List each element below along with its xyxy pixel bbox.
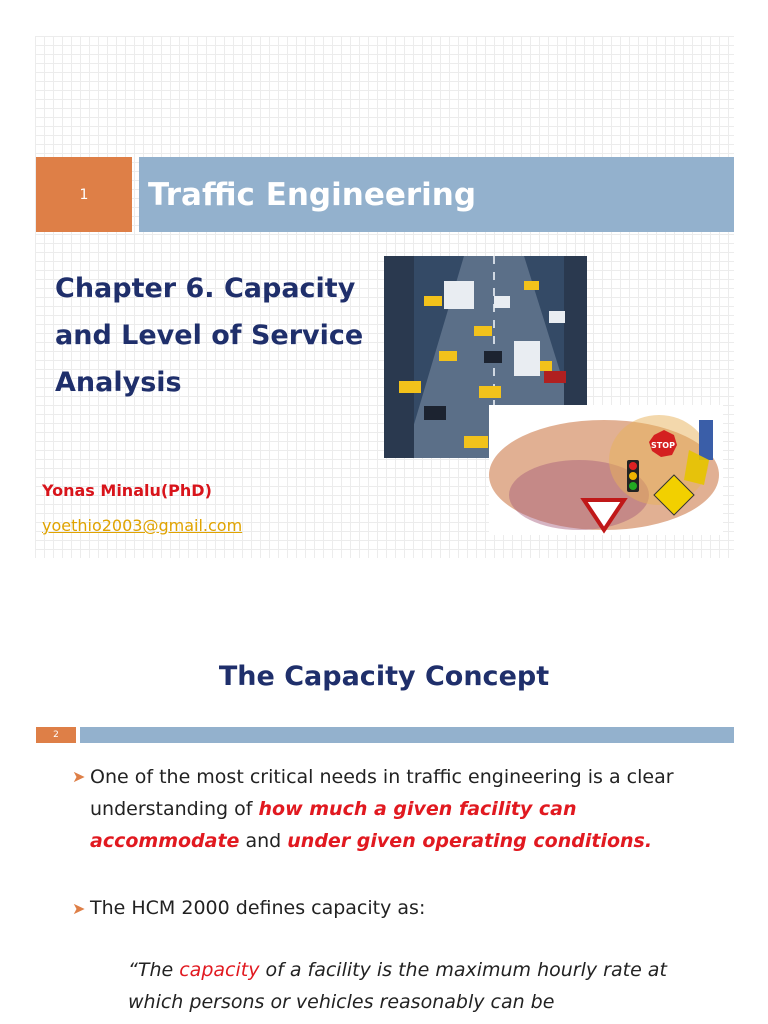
quote-prefix: “The [128, 959, 180, 981]
author-name: Yonas Minalu(PhD) [42, 481, 212, 500]
slide-number: 1 [36, 157, 132, 232]
bullet-arrow-icon: ➤ [72, 899, 86, 918]
bullet1-emphasis-2: under given operating conditions. [287, 830, 653, 852]
author-email-link[interactable]: yoethio2003@gmail.com [42, 516, 243, 535]
slide2-number: 2 [36, 727, 76, 743]
slide-title: Traffic Engineering [139, 157, 734, 232]
slide2-title: The Capacity Concept [218, 661, 550, 692]
bullet1-text-b: and [239, 830, 288, 852]
bullet-paragraph-2: The HCM 2000 defines capacity as: [90, 897, 426, 919]
slide2-header-bar [80, 727, 734, 743]
traffic-signs-illustration [489, 405, 723, 535]
chapter-heading: Chapter 6. Capacity and Level of Service Analysis [55, 273, 364, 398]
capacity-definition-quote [128, 954, 718, 1018]
bullet1-text-a: One of the most critical needs in traffic engineering is a clear understanding of [90, 766, 674, 820]
stop-sign-label: STOP [651, 441, 675, 450]
bullet-arrow-icon: ➤ [72, 767, 86, 786]
quote-rest: of a facility is the maximum hourly rate at which persons or vehicles reasonably can be [128, 959, 667, 1013]
quote-highlight: capacity [179, 959, 260, 981]
bullet1-emphasis-1: how much a given facility can accommodate [90, 798, 577, 852]
bullet-paragraph-1 [90, 761, 710, 857]
